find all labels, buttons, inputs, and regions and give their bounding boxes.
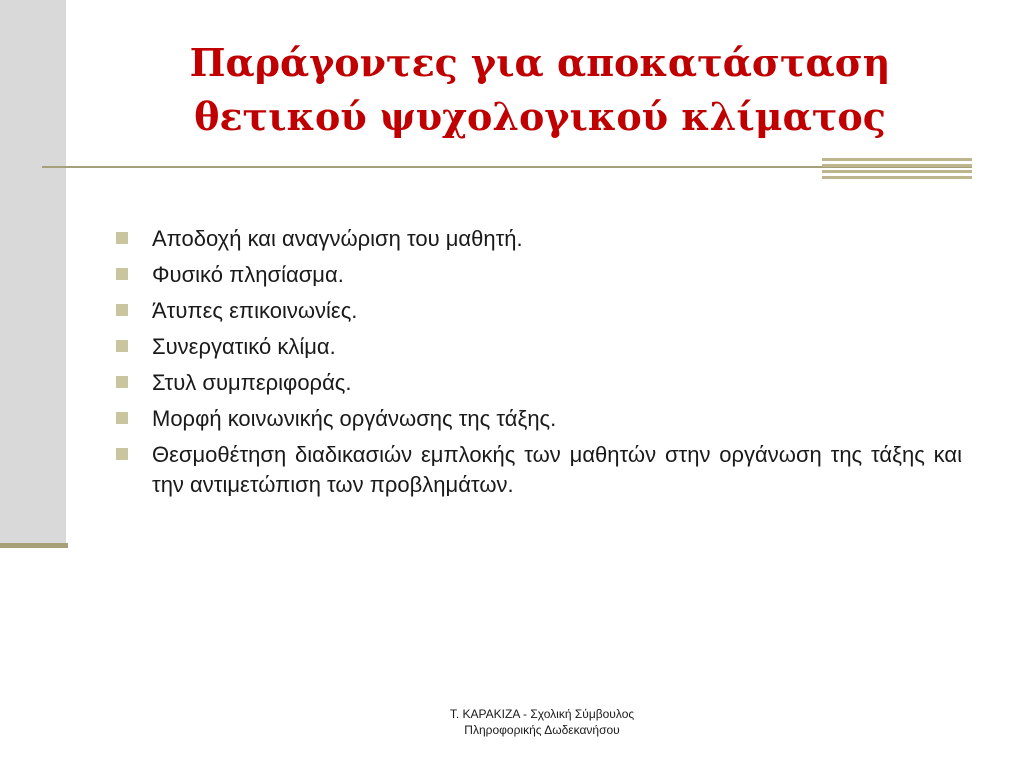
- bullet-text: Στυλ συμπεριφοράς.: [152, 370, 352, 395]
- bullet-text: Μορφή κοινωνικής οργάνωσης της τάξης.: [152, 406, 557, 431]
- bullet-item: [112, 440, 962, 500]
- slide-title: [110, 36, 970, 144]
- square-bullet-icon: [116, 304, 128, 316]
- bullet-item: [112, 224, 962, 254]
- square-bullet-icon: [116, 232, 128, 244]
- bullet-text: Θεσμοθέτηση διαδικασιών εμπλοκής των μαθητών στην οργάνωση της τάξης και την αντιμετώπιση των προβλημάτων.: [152, 442, 962, 497]
- bullet-text: Αποδοχή και αναγνώριση του μαθητή.: [152, 226, 523, 251]
- square-bullet-icon: [116, 268, 128, 280]
- bullet-text: Συνεργατικό κλίμα.: [152, 334, 336, 359]
- footer-author: Τ. ΚΑΡΑΚΙΖΑ - Σχολική Σύμβουλος: [449, 707, 635, 721]
- divider-accent-block: [822, 158, 972, 180]
- bullet-text: Φυσικό πλησίασμα.: [152, 262, 344, 287]
- title-line-1: Παράγοντες για αποκατάσταση: [189, 40, 891, 85]
- slide-footer: [392, 706, 692, 738]
- square-bullet-icon: [116, 376, 128, 388]
- bullet-item: [112, 368, 962, 398]
- bullet-item: [112, 260, 962, 290]
- bullet-item: [112, 296, 962, 326]
- left-band-edge: [0, 543, 68, 548]
- square-bullet-icon: [116, 340, 128, 352]
- square-bullet-icon: [116, 448, 128, 460]
- square-bullet-icon: [116, 412, 128, 424]
- bullet-text: Άτυπες επικοινωνίες.: [152, 298, 358, 323]
- bullet-item: [112, 404, 962, 434]
- footer-affiliation: Πληροφορικής Δωδεκανήσου: [464, 723, 620, 737]
- title-line-2: θετικού ψυχολογικού κλίματος: [194, 94, 886, 139]
- bullet-item: [112, 332, 962, 362]
- bullet-list: [112, 224, 962, 506]
- left-decorative-band: [0, 0, 66, 546]
